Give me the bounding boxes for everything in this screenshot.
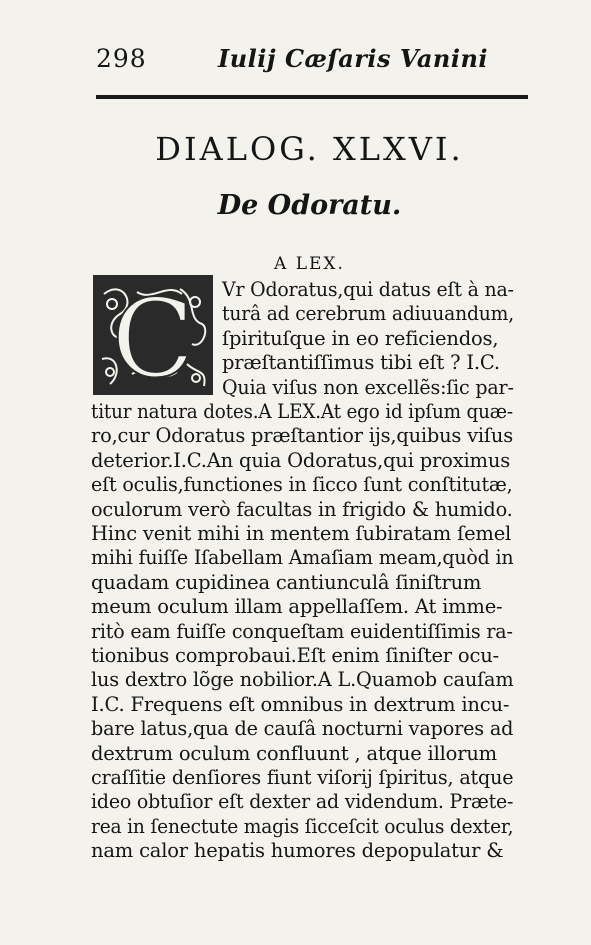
text-line: meum oculum illam appellaſſem. At imme- xyxy=(91,595,503,619)
text-line: ro,cur Odoratus præſtantior ijs,quibus viſus xyxy=(91,424,513,448)
running-title: Iulij Cæſaris Vanini xyxy=(218,44,489,73)
text-line: ideo obtuſior eſt dexter ad videndum. Præte- xyxy=(91,790,514,814)
initial-letter: C xyxy=(111,277,195,396)
dialog-heading: DIALOG. XLXVI. xyxy=(155,130,464,168)
dialog-subtitle: De Odoratu. xyxy=(217,190,402,221)
text-line: bare latus,qua de cauſâ nocturni vapores ad xyxy=(91,717,514,741)
speaker-label: A LEX. xyxy=(274,254,345,274)
decorated-initial-icon xyxy=(92,274,214,396)
text-line: præſtantiſſimus tibi eſt ? I.C. xyxy=(222,351,500,375)
text-line: ſpirituſque in eo reficiendos, xyxy=(222,326,499,350)
text-line: mihi fuiſſe Iſabellam Amaſiam meam,quòd in xyxy=(91,546,514,570)
text-line: Vr Odoratus,qui datus eſt à na- xyxy=(222,278,514,301)
text-line: tionibus comprobaui.Eſt enim ſiniſter ocu- xyxy=(91,644,499,667)
text-line: I.C. Frequens eſt omnibus in dextrum incu- xyxy=(91,692,510,716)
header-rule xyxy=(96,95,528,99)
text-line: eſt oculis,functiones in ſicco ſunt conſtitutæ, xyxy=(91,473,513,497)
text-line: ritò eam fuiſſe conqueſtam euidentiſſimis ra- xyxy=(91,619,513,643)
text-line: turâ ad cerebrum adiuuandum, xyxy=(222,302,515,326)
text-line: nam calor hepatis humores depopulatur & xyxy=(91,839,504,863)
text-line: oculorum verò facultas in frigido & humido. xyxy=(91,497,513,521)
text-line: lus dextro lõge nobilior.A L.Quamob cauſam xyxy=(91,668,514,692)
text-line: deterior.I.C.An quia Odoratus,qui proximus xyxy=(91,448,511,472)
text-line: rea in ſenectute magis ſicceſcit oculus dexter, xyxy=(91,814,514,838)
text-line: dextrum oculum confluunt , atque illorum xyxy=(91,741,497,765)
text-line: Quia viſus non excellẽs:ſic par- xyxy=(222,375,514,399)
text-line: craſſitie denſiores fiunt viſorij ſpiritus, atque xyxy=(91,766,514,789)
text-line: Hinc venit mihi in mentem ſubiratam ſemel xyxy=(91,522,512,545)
text-line: titur natura dotes.A LEX.At ego id ipſum quæ- xyxy=(91,400,513,423)
running-head xyxy=(96,44,526,84)
page-number: 298 xyxy=(96,44,147,73)
text-line: quadam cupidinea cantiunculâ ſiniſtrum xyxy=(91,570,482,594)
